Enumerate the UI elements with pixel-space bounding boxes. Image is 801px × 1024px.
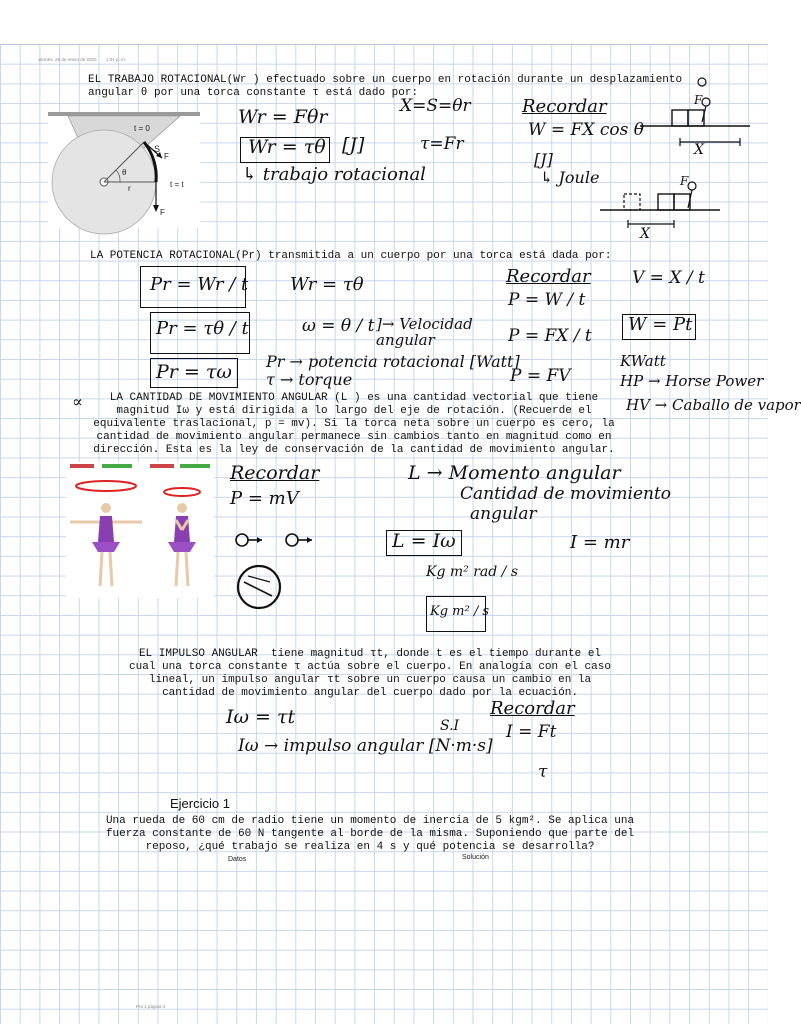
hand-wr-tautheta-2: Wr = τθ bbox=[290, 274, 364, 295]
s3-line1: LA CANTIDAD DE MOVIMIENTO ANGULAR (L ) es una cantidad vectorial que tiene bbox=[109, 392, 599, 404]
hand-hp: HP → Horse Power bbox=[620, 372, 764, 390]
ex-line3: reposo, ¿qué trabajo se realiza en 4 s y qué potencia se desarrolla? bbox=[145, 841, 595, 853]
ex-line1: Una rueda de 60 cm de radio tiene un momento de inercia de 5 kgm². Se aplica una bbox=[105, 815, 635, 827]
hand-kwatt: KWatt bbox=[620, 352, 666, 370]
hand-recordar-4: Recordar bbox=[490, 698, 575, 719]
hand-p-fv: P = FV bbox=[510, 366, 571, 386]
hand-p-w-t: P = W / t bbox=[508, 290, 586, 310]
ex-datos: Datos bbox=[228, 856, 247, 863]
hand-tau-torque: τ → torque bbox=[266, 370, 353, 389]
hand-pr-tautheta-t: Pr = τθ / t bbox=[156, 318, 249, 339]
hand-tau-fr: τ=Fr bbox=[420, 134, 464, 154]
hand-pr-potencia: Pr → potencia rotacional [Watt] bbox=[266, 352, 520, 371]
hand-unit-j: [J] bbox=[342, 134, 365, 156]
s3-line4: cantidad de movimiento angular permanece sin cambios tanto en magnitud como en bbox=[96, 431, 612, 443]
hand-si: S.I bbox=[440, 718, 460, 734]
hand-l-iw: L = Iω bbox=[392, 530, 456, 552]
s3-line5: dirección. Esta es la ley de conservación de la cantidad de movimiento angular. bbox=[93, 444, 615, 456]
s4-line3: lineal, un impulso angular τt sobre un cuerpo causa un cambio en la bbox=[148, 674, 592, 686]
hand-p-fx-t: P = FX / t bbox=[508, 326, 592, 346]
rotating-wheel-sketch bbox=[234, 562, 284, 612]
mark-alpha: ∝ bbox=[72, 392, 83, 411]
hand-impulso-angular: Iω → impulso angular [N·m·s] bbox=[238, 736, 493, 756]
hand-cantidad-1: Cantidad de movimiento bbox=[460, 484, 672, 504]
fig-f2: F bbox=[160, 208, 165, 217]
hand-pr-wr-t: Pr = Wr / t bbox=[150, 274, 249, 295]
ex-solucion: Solución bbox=[462, 854, 489, 861]
fig-tt: t = t bbox=[170, 180, 184, 189]
fig-theta: θ bbox=[122, 168, 127, 177]
fig-f1: F bbox=[164, 152, 169, 161]
fig-t0: t = 0 bbox=[134, 124, 150, 133]
hand-i-mr: I = mr bbox=[570, 532, 630, 553]
hand-velocidad-angular: ]→ Velocidad angular bbox=[376, 315, 473, 349]
hand-iw-taut: Iω = τt bbox=[226, 706, 296, 728]
header-line bbox=[0, 44, 768, 45]
hand-wr-tautheta: Wr = τθ bbox=[248, 136, 326, 158]
hand-joule: ↳ Joule bbox=[540, 168, 600, 187]
hand-trabajo-rotacional: ↳ trabajo rotacional bbox=[242, 164, 426, 185]
hand-hv: HV → Caballo de vapor bbox=[626, 396, 801, 414]
page-footer: Pro 1 página 4 bbox=[136, 1004, 166, 1009]
hand-recordar-2: Recordar bbox=[506, 266, 591, 287]
s3-line3: equivalente traslacional, p = mv). Si la torca neta sobre un cuerpo es cero, la bbox=[93, 418, 615, 430]
hand-v-x-t: V = X / t bbox=[632, 268, 705, 288]
s4-line1: EL IMPULSO ANGULAR tiene magnitud τt, donde t es el tiempo durante el bbox=[138, 648, 602, 660]
s4-line4: cantidad de movimiento angular del cuerpo dado por la ecuación. bbox=[162, 687, 578, 699]
hand-pr-tauomega: Pr = τω bbox=[156, 361, 232, 383]
s1-line1: EL TRABAJO ROTACIONAL(Wr ) efectuado sobre un cuerpo en rotación durante un desplazamiento bbox=[88, 74, 683, 86]
exercise-title: Ejercicio 1 bbox=[170, 796, 230, 811]
hand-tau-2: τ bbox=[538, 762, 548, 782]
hand-unit-kgm2rad: Kg m² rad / s bbox=[426, 564, 519, 580]
hand-unit-kgm2s: Kg m² / s bbox=[430, 604, 490, 619]
s3-line2: magnitud Iω y está dirigida a lo largo del eje de rotación. (Recuerde el bbox=[116, 405, 592, 417]
note-date: viernes, 26 de enero de 2020 bbox=[38, 57, 97, 62]
fig-r: r bbox=[128, 184, 131, 193]
circle-mark-icon bbox=[696, 76, 708, 88]
hand-recordar-1: Recordar bbox=[522, 96, 607, 117]
ex-line2: fuerza constante de 60 N tangente al borde de la misma. Suponiendo que parte del bbox=[105, 828, 635, 840]
hand-w-fxcos: W = FX cos θ bbox=[528, 120, 644, 140]
s1-line2: angular θ por una torca constante τ está dado por: bbox=[88, 87, 419, 99]
wheel-figure bbox=[48, 112, 200, 228]
block-diagram-2 bbox=[600, 180, 720, 240]
hand-p-mv: P = mV bbox=[230, 488, 299, 509]
s4-line2: cual una torca constante τ actúa sobre el cuerpo. En analogía con el caso bbox=[129, 661, 611, 673]
hand-cantidad-2: angular bbox=[470, 504, 537, 524]
hand-w-pt: W = Pt bbox=[628, 314, 693, 335]
hand-f-2: F bbox=[680, 174, 689, 188]
fig-s: S bbox=[154, 144, 161, 154]
skaters-illustration bbox=[66, 462, 214, 598]
hand-wr-fthetar: Wr = Fθr bbox=[238, 106, 328, 128]
collision-sketch bbox=[232, 530, 322, 550]
hand-omega-theta-t: ω = θ / t bbox=[302, 316, 375, 336]
hand-x-1: X bbox=[694, 142, 704, 158]
s2-line1: LA POTENCIA ROTACIONAL(Pr) transmitida a un cuerpo por una torca está dada por: bbox=[90, 250, 612, 262]
hand-recordar-3: Recordar bbox=[230, 462, 320, 484]
hand-l-momento: L → Momento angular bbox=[408, 462, 621, 484]
hand-f-1: F bbox=[694, 93, 703, 107]
hand-x-s-thetar: X=S=θr bbox=[400, 96, 471, 116]
hand-j-2: [J] bbox=[534, 150, 553, 169]
note-time: 1:01 p. m. bbox=[106, 57, 127, 62]
hand-x-2: X bbox=[640, 226, 650, 242]
hand-i-ft: I = Ft bbox=[506, 722, 557, 742]
